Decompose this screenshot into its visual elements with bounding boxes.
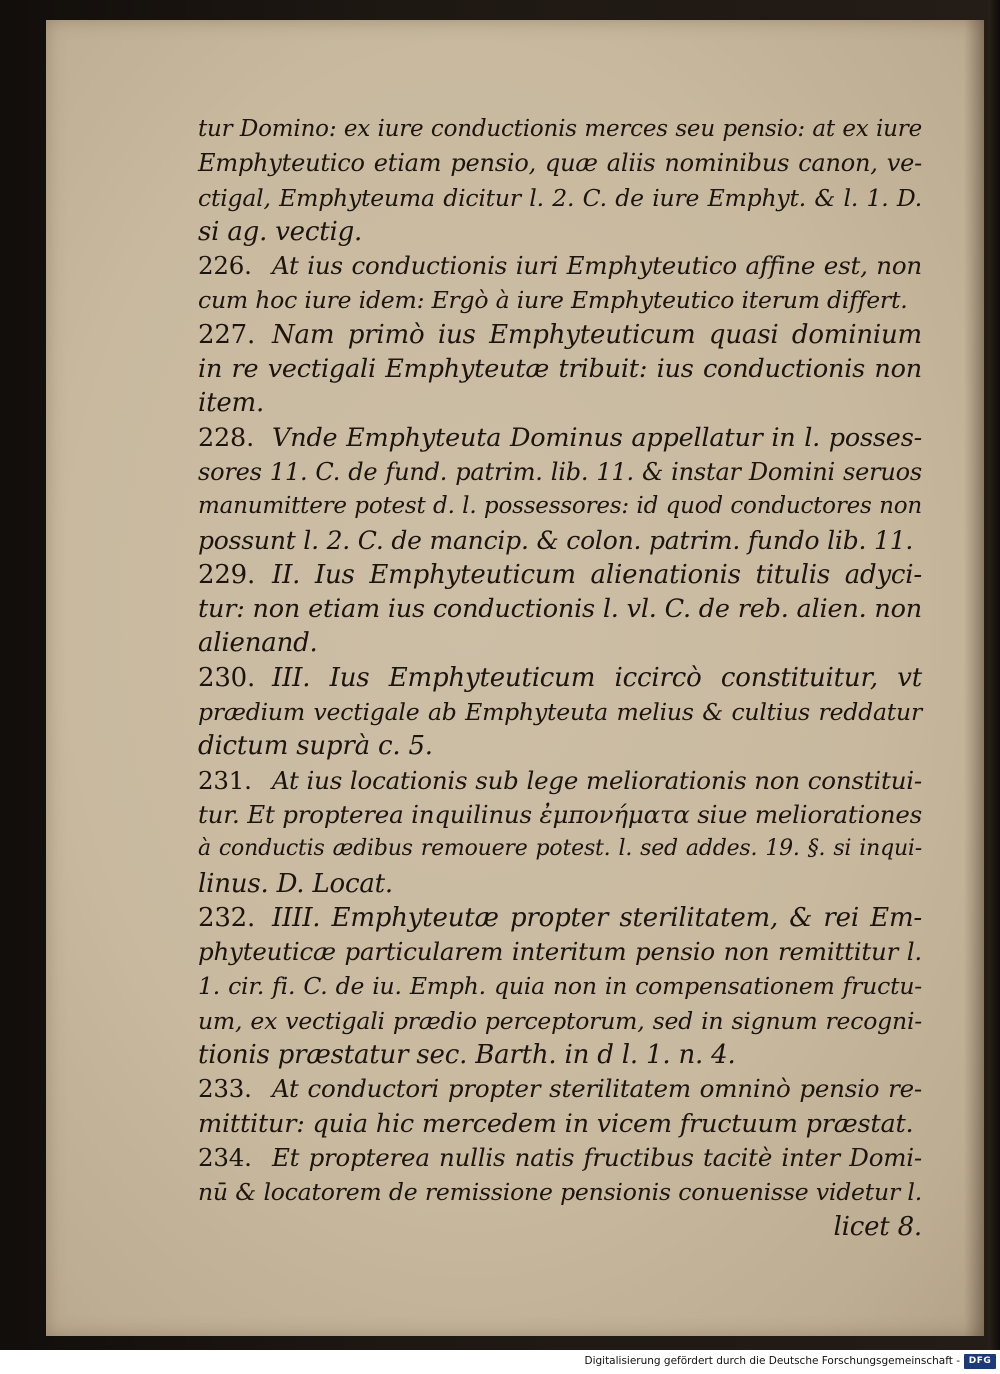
line-text: tionis præstatur sec. Barth. in d l. 1. n. 4. xyxy=(198,1040,736,1071)
text-line xyxy=(198,215,922,249)
line-text: Nam primò ius Emphyteuticum quasi dominium xyxy=(272,319,922,350)
paragraph-number: 226. xyxy=(198,251,252,281)
line-text: phyteuticæ particularem interitum pensio non remittitur l. xyxy=(198,937,922,967)
line-text: alienand. xyxy=(198,628,318,659)
paragraph-number: 230. xyxy=(198,662,256,693)
text-line xyxy=(198,1004,922,1038)
line-text: prædium vectigale ab Emphyteuta melius & cultius reddatur xyxy=(198,698,922,727)
line-text: ctigal, Emphyteuma dicitur l. 2. C. de iure Emphyt. & l. 1. D. xyxy=(198,183,922,212)
line-text: At ius conductionis iuri Emphyteutico affine est, non xyxy=(272,251,922,281)
book-spine xyxy=(988,0,1000,1350)
paragraph-number: 233. xyxy=(198,1074,252,1104)
text-line xyxy=(198,455,922,489)
text-line xyxy=(198,249,922,283)
line-text: um, ex vectigali prædio perceptorum, sed in signum recogni- xyxy=(198,1006,922,1035)
footer-bar xyxy=(0,1350,1000,1374)
text-line xyxy=(198,558,922,592)
text-line xyxy=(198,386,922,420)
line-text: cum hoc iure idem: Ergò à iure Emphyteutico iterum differt. xyxy=(198,286,908,315)
text-line xyxy=(198,969,922,1003)
line-text: 1. cir. fi. C. de iu. Emph. quia non in compensationem fructu- xyxy=(198,972,922,1001)
line-text: IIII. Emphyteutæ propter sterilitatem, & rei Em- xyxy=(272,902,922,933)
text-line xyxy=(198,661,922,695)
line-text: At conductori propter sterilitatem omninò pensio re- xyxy=(272,1074,922,1104)
text-line xyxy=(198,181,922,215)
text-line xyxy=(198,112,922,146)
line-text: mittitur: quia hic mercedem in vicem fructuum præstat. xyxy=(198,1108,914,1139)
text-line xyxy=(198,729,922,763)
text-line xyxy=(198,1175,922,1209)
text-line xyxy=(198,695,922,729)
paragraph-number: 228. xyxy=(198,422,254,453)
line-text: item. xyxy=(198,388,265,419)
paragraph-number: 234. xyxy=(198,1142,252,1172)
text-line xyxy=(198,524,922,558)
line-text: At ius locationis sub lege meliorationis non constitui- xyxy=(272,765,922,795)
text-line xyxy=(198,1107,922,1141)
text-line xyxy=(198,764,922,798)
line-text: sores 11. C. de fund. patrim. lib. 11. & instar Domini seruos xyxy=(198,457,922,486)
line-text: possunt l. 2. C. de mancip. & colon. patrim. fundo lib. 11. xyxy=(198,525,914,555)
text-line xyxy=(198,1038,922,1072)
line-text: linus. D. Locat. xyxy=(198,868,393,899)
line-text: Et propterea nullis natis fructibus tacitè inter Domi- xyxy=(272,1142,922,1172)
text-line xyxy=(198,489,922,523)
line-text: Vnde Emphyteuta Dominus appellatur in l. posses- xyxy=(272,422,922,453)
line-text: si ag. vectig. xyxy=(198,216,363,247)
text-line xyxy=(198,1141,922,1175)
paragraph-number: 232. xyxy=(198,902,256,933)
paragraph-number: 227. xyxy=(198,319,256,350)
text-line xyxy=(198,318,922,352)
text-line xyxy=(198,832,922,866)
line-text: nū & locatorem de remissione pensionis conuenisse videtur l. xyxy=(198,1178,922,1207)
line-text: Emphyteutico etiam pensio, quæ aliis nominibus canon, ve- xyxy=(198,149,922,178)
text-line xyxy=(198,901,922,935)
text-line xyxy=(198,421,922,455)
page-text-block xyxy=(198,112,922,1244)
text-line xyxy=(198,1072,922,1106)
line-text: in re vectigali Emphyteutæ tribuit: ius conductionis non xyxy=(198,354,922,385)
catchword: licet 8. xyxy=(833,1211,922,1242)
paragraph-number: 231. xyxy=(198,765,252,795)
text-line xyxy=(198,935,922,969)
footer-credit-text: Digitalisierung gefördert durch die Deutsche Forschungsgemeinschaft - xyxy=(584,1355,960,1367)
line-text: tur Domino: ex iure conductionis merces seu pensio: at ex iure xyxy=(198,116,922,142)
line-text: tur: non etiam ius conductionis l. vl. C. de reb. alien. non xyxy=(198,594,922,625)
line-text: à conductis ædibus remouere potest. l. sed addes. 19. §. si inqui- xyxy=(198,836,922,862)
text-line xyxy=(198,283,922,317)
paragraph-number: 229. xyxy=(198,559,256,590)
text-line xyxy=(198,867,922,901)
line-text: III. Ius Emphyteuticum iccircò constituitur, vt xyxy=(272,662,922,693)
line-text: tur. Et propterea inquilinus ἐμπονήματα siue meliorationes xyxy=(198,799,922,829)
text-line xyxy=(198,626,922,660)
line-text: dictum suprà c. 5. xyxy=(198,731,433,762)
dfg-logo: DFG xyxy=(964,1354,996,1369)
text-line xyxy=(198,798,922,832)
text-line xyxy=(198,146,922,180)
text-line xyxy=(198,592,922,626)
page-shadow xyxy=(964,20,984,1336)
text-line xyxy=(198,352,922,386)
line-text: manumittere potest d. l. possessores: id quod conductores non xyxy=(198,493,922,520)
line-text: II. Ius Emphyteuticum alienationis titulis adyci- xyxy=(272,559,922,590)
